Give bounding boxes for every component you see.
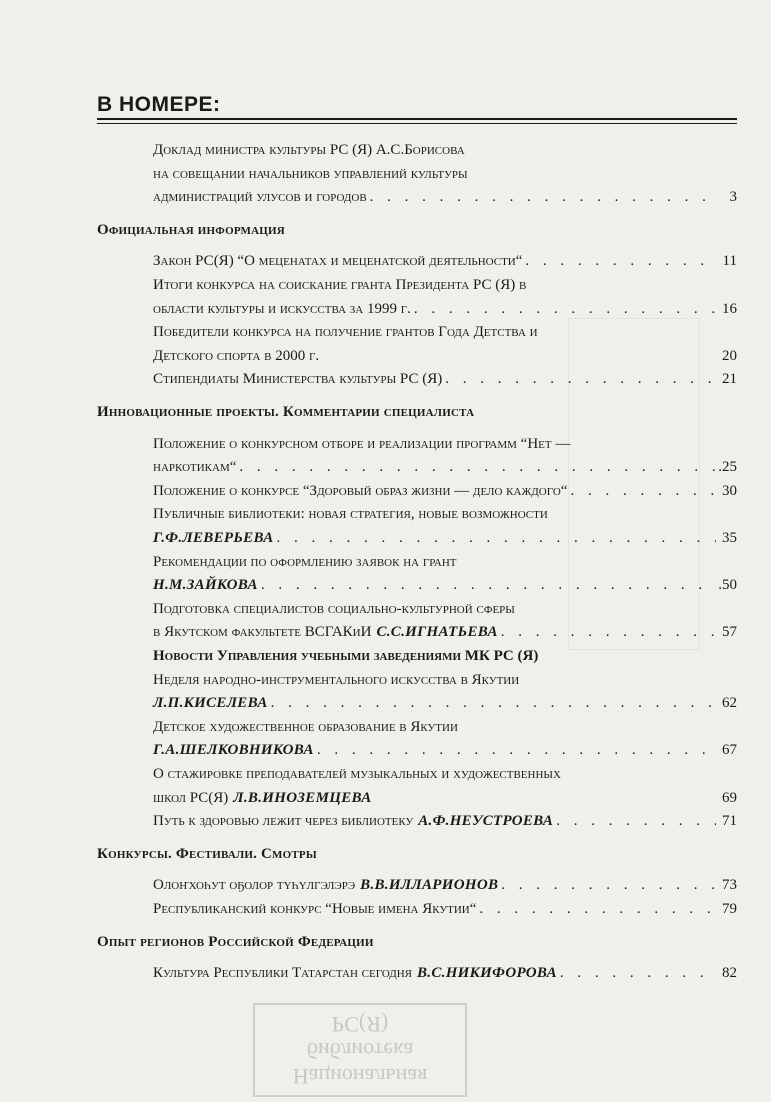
entry-text: Стипендиаты Министерства культуры РС (Я) [153,371,443,388]
toc-entry-line [153,369,737,389]
toc-entry-line [153,899,737,919]
heading-rule-thin [97,123,737,124]
page-number: 11 [722,253,737,270]
heading-rule-thick [97,118,737,120]
toc-entry-line [153,788,737,808]
dot-leader [271,693,716,713]
page-number: 21 [722,371,737,388]
dot-leader [370,187,716,207]
toc-entry-line [153,875,737,895]
entry-author: В.С.НИКИФОРОВА [417,965,557,982]
entry-text: Публичные библиотеки: новая стратегия, новые возможности [153,506,548,523]
toc-entry-line [153,434,737,454]
entry-author: В.В.ИЛЛАРИОНОВ [360,877,499,894]
entry-text: Победители конкурса на получение грантов Года Детства и [153,324,538,341]
entry-text: Положение о конкурсе “Здоровый образ жизни — дело каждого“ [153,482,568,499]
toc-entry-line [153,693,737,713]
page-number: .50 [718,577,737,594]
entry-text: на совещании начальников управлений культуры [153,165,468,182]
entry-text: Детское художественное образование в Якутии [153,718,458,735]
toc-entry-line [153,164,737,184]
entry-author: Л.П.КИСЕЛЕВА [153,695,268,712]
page-number: 82 [722,965,737,982]
entry-text: Итоги конкурса на соискание гранта Президента РС (Я) в [153,277,527,293]
entry-text: школ РС(Я) [153,789,229,806]
toc-entry-line [153,646,737,666]
dot-leader [414,299,716,319]
page-number: 16 [722,300,737,317]
toc-entry-line [153,346,737,366]
page-number: .25 [718,459,737,476]
entry-text: Новости Управления учебными заведениями МК РС (Я) [153,648,539,664]
entry-text: Детского спорта в 2000 г. [153,347,320,364]
toc-entry-line [153,552,737,572]
toc-entry-line [153,322,737,342]
dot-leader [501,622,716,642]
stamp-line: РС(Я) [331,1012,389,1037]
toc-entry-line [153,963,737,983]
entry-text: Культура Республики Татарстан сегодня [153,965,412,982]
entry-text: О стажировке преподавателей музыкальных и художественных [153,766,561,782]
toc-entry-line [153,140,737,160]
dot-leader [556,811,716,831]
page-number: 67 [722,742,737,759]
toc-entry-line [153,670,737,690]
section-title: Опыт регионов Российской Федерации [97,933,374,950]
dot-leader [261,575,715,595]
toc-entry-line [153,275,737,295]
dot-leader [239,457,715,477]
page-number: 57 [722,624,737,641]
entry-author: С.С.ИГНАТЬЕВА [376,624,498,641]
toc-entry-line [153,622,737,642]
entry-author: Н.М.ЗАЙКОВА [153,577,258,594]
toc-entry-line [153,251,737,271]
toc-entry-line [153,599,737,619]
entry-author: Г.А.ШЕЛКОВНИКОВА [153,742,314,759]
page-number: 3 [729,189,737,206]
dot-leader [560,963,716,983]
entry-text: в Якутском факультете ВСГАКиИ [153,624,372,641]
dot-leader [570,481,716,501]
entry-text: Закон РС(Я) “О меценатах и меценатской деятельности“ [153,253,523,270]
page-number: 73 [722,877,737,894]
entry-author: Л.В.ИНОЗЕМЦЕВА [233,789,372,806]
page-number: 71 [722,813,737,830]
entry-text: Рекомендации по оформлению заявок на грант [153,553,457,570]
entry-text: Республиканский конкурс “Новые имена Якутии“ [153,901,477,917]
toc-entry-line [153,575,737,595]
toc-entry-line [153,717,737,737]
stamp-line: библиотека [306,1038,414,1063]
toc-entry-line [153,740,737,760]
dot-leader [501,875,716,895]
entry-author: А.Ф.НЕУСТРОЕВА [418,813,554,830]
toc-entry-line [153,528,737,548]
section-title: Конкурсы. Фестивали. Смотры [97,845,317,862]
page-number: 62 [722,695,737,712]
entry-text: Путь к здоровью лежит через библиотеку [153,813,414,830]
section-title: Инновационные проекты. Комментарии специалиста [97,404,475,420]
entry-text: Неделя народно-инструментального искусства в Якутии [153,671,520,688]
entry-author: Г.Ф.ЛЕВЕРЬЕВА [153,530,274,546]
dot-leader [479,899,716,919]
issue-contents-heading: В НОМЕРЕ: [97,93,221,116]
page-number: 30 [722,482,737,499]
stamp-line: Национальная [292,1064,428,1089]
toc-entry-line [153,299,737,319]
dot-leader [277,528,716,548]
entry-text: Подготовка специалистов социально-культурной сферы [153,600,515,617]
toc-entry-line [153,457,737,477]
entry-text: наркотикам“ [153,459,237,476]
page-number: 35 [722,530,737,546]
entry-text: Доклад министра культуры РС (Я) А.С.Борисова [153,142,465,158]
entry-text: Олоҥхоһут оҕолор түһүлгэлэрэ [153,877,356,894]
toc-entry-line [153,187,737,207]
toc-entry-line [153,481,737,501]
toc-entry-line [153,811,737,831]
dot-leader [445,369,716,389]
section-title: Официальная информация [97,221,285,238]
page-number: 20 [722,347,737,364]
entry-text: Положение о конкурсном отборе и реализации программ “Нет — [153,435,571,452]
entry-text: области культуры и искусства за 1999 г. [153,300,411,317]
entry-text: администраций улусов и городов [153,189,367,206]
page-number: 69 [722,789,737,806]
dot-leader [525,251,716,271]
page-number: 79 [722,901,737,917]
dot-leader [317,740,716,760]
toc-entry-line [153,504,737,524]
toc-entry-line [153,764,737,784]
library-stamp-showthrough [253,1003,467,1097]
